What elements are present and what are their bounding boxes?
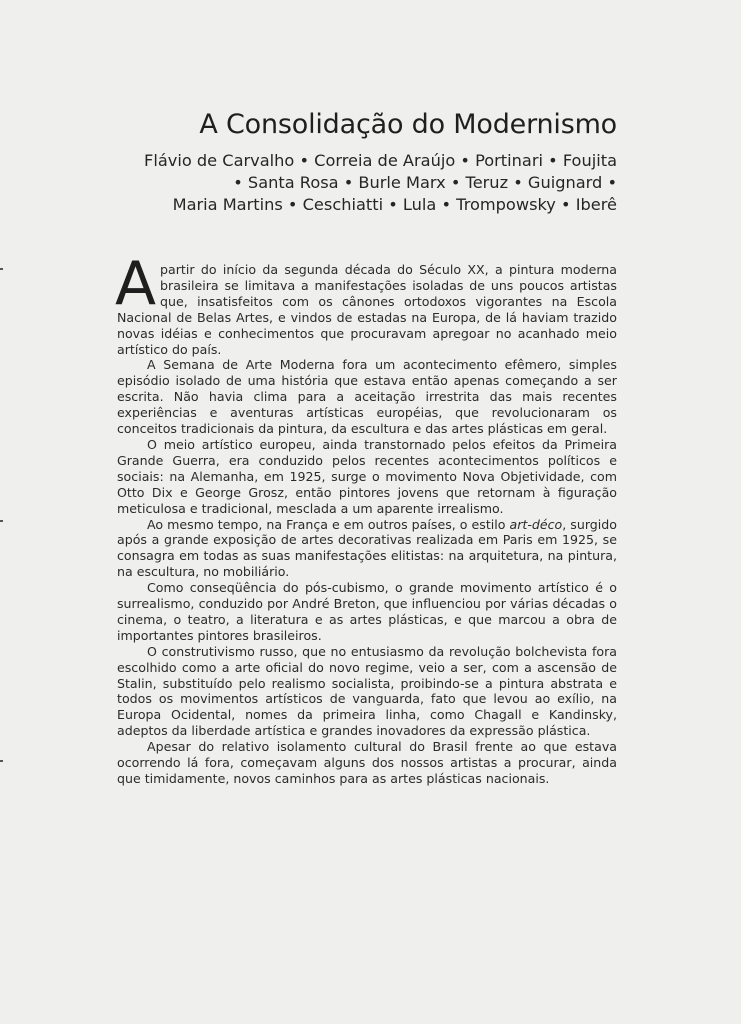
page-title: A Consolidação do Modernismo [199, 109, 617, 140]
paragraph: O meio artístico europeu, ainda transtornado pelos efeitos da Primeira Grande Guerra, era conduzido pelos recentes acontecimentos políticos e sociais: na Alemanha, em 1925, surge o movimento Nova Objetividade, com Otto Dix e George Grosz, então pintores jovens que retornam à figuração meticulosa e tradicional, mesclada a um aparente irrealismo. [117, 436, 617, 516]
paragraph-text: partir do início da segunda década do Século XX, a pintura moderna brasileira se limitava a manifestações isoladas de uns poucos artistas que, insatisfeitos com os cânones ortodoxos vigorantes na Escola Nacional de Belas Artes, e vindos de estadas na Europa, de lá haviam trazido novas idéias e conhecimentos que procuravam apregoar no acanhado meio artístico do país. [117, 262, 617, 357]
paragraph: O construtivismo russo, que no entusiasmo da revolução bolchevista fora escolhido como a arte oficial do novo regime, veio a ser, com a ascensão de Stalin, substituído pelo realismo socialista, proibindo-se a pintura abstrata e todos os movimentos artísticos de vanguarda, fato que levou ao exílio, na Europa Ocidental, nomes da primeira linha, como Chagall e Kandinsky, adeptos da liberdade artística e grandes inovadores da expressão plástica. [117, 643, 617, 739]
edge-mark [0, 268, 3, 270]
artists-line: Flávio de Carvalho • Correia de Araújo • Portinari • Foujita [144, 151, 617, 170]
paragraph: Apesar do relativo isolamento cultural do Brasil frente ao que estava ocorrendo lá fora, começavam alguns dos nossos artistas a procurar, ainda que timidamente, novos caminhos para as artes plásticas nacionais. [117, 739, 617, 786]
paragraph: Como conseqüência do pós-cubismo, o grande movimento artístico é o surrealismo, conduzido por André Breton, que influenciou por várias décadas o cinema, o teatro, a literatura e as artes plásticas, e que marcou a obra de importantes pintores brasileiros. [117, 580, 617, 643]
paragraph: Ao mesmo tempo, na França e em outros países, o estilo art-déco, surgido após a grande exposição de artes decorativas realizada em Paris em 1925, se consagra em todas as suas manifestações elitistas: na arquitetura, na pintura, na escultura, no mobiliário. [117, 516, 617, 580]
artists-line: Maria Martins • Ceschiatti • Lula • Trompowsky • Iberê [172, 195, 617, 214]
edge-mark [0, 760, 3, 762]
artists-line: • Santa Rosa • Burle Marx • Teruz • Guignard • [233, 173, 617, 192]
italic-term: art-déco [509, 516, 563, 532]
paragraph: A Semana de Arte Moderna fora um acontecimento efêmero, simples episódio isolado de uma história que estava então apenas começando a ser escrita. Não havia clima para a aceitação irrestrita das mais recentes experiências e aventuras artísticas européias, que revolucionaram os conceitos tradicionais da pintura, da escultura e das artes plásticas em geral. [117, 357, 617, 437]
paragraph [115, 249, 617, 357]
artists-list [96, 150, 617, 216]
edge-mark [0, 520, 3, 522]
article-body [115, 249, 617, 787]
drop-cap: A [115, 249, 157, 319]
